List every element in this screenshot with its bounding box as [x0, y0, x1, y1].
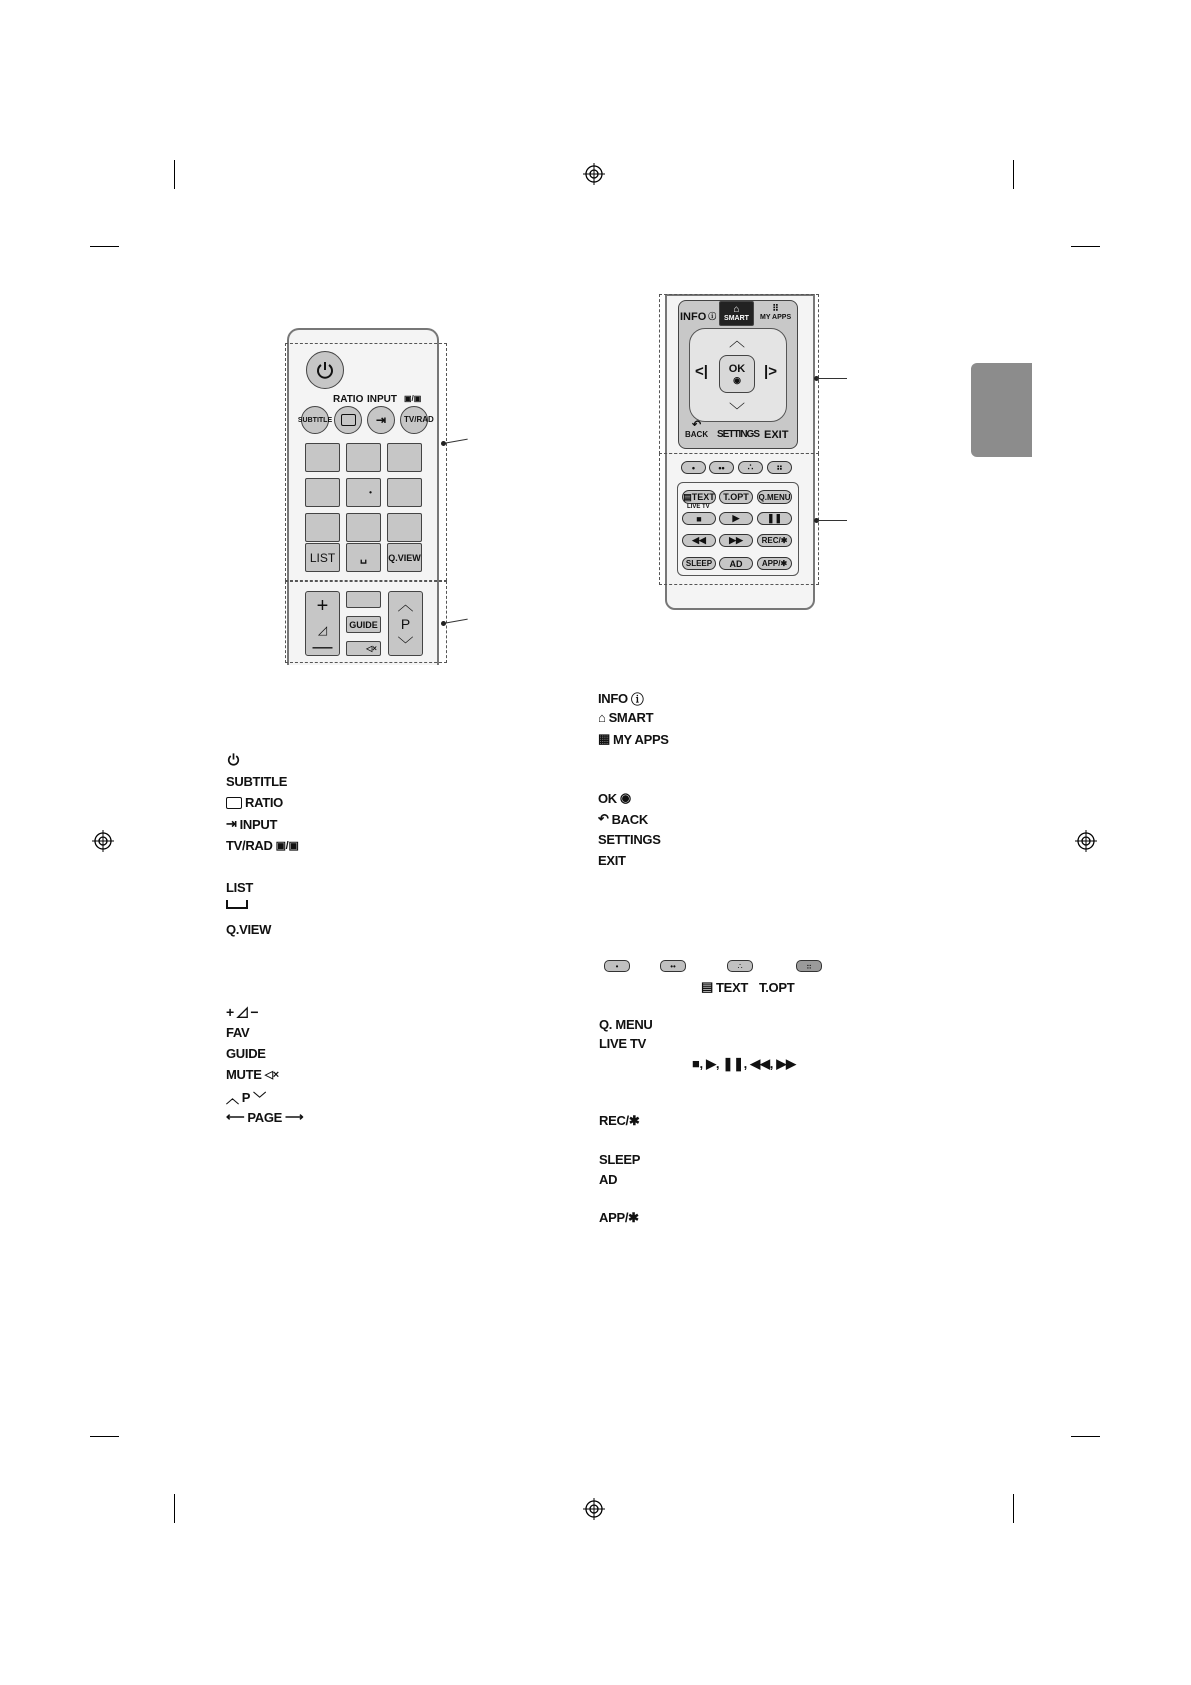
number-button[interactable]	[346, 443, 381, 472]
legend-ratio-label: RATIO	[245, 795, 283, 810]
mute-button[interactable]	[346, 641, 381, 656]
legend-live-tv-label: LIVE TV	[599, 1036, 647, 1051]
text-icon: ▤	[701, 979, 713, 994]
play-icon: ▶	[732, 513, 740, 523]
input-icon: ⇥	[226, 816, 237, 831]
registration-mark-icon	[583, 1498, 605, 1520]
rec-button-label: REC/✱	[761, 536, 788, 545]
legend-fav-label: FAV	[226, 1025, 250, 1040]
qview-button[interactable]	[387, 543, 422, 572]
number-button[interactable]	[346, 513, 381, 542]
dpad-left-icon[interactable]: <|	[695, 363, 708, 380]
guide-button-label: GUIDE	[349, 619, 378, 630]
ok-dot-icon: ◉	[619, 790, 631, 805]
space-button[interactable]	[346, 543, 381, 572]
t-opt-button[interactable]	[719, 490, 753, 504]
my-apps-label	[760, 303, 791, 321]
list-button-label: LIST	[309, 550, 336, 565]
ratio-label: RATIO	[333, 394, 364, 405]
ratio-icon	[226, 797, 242, 809]
legend-my-apps-label: MY APPS	[612, 731, 669, 747]
play-button[interactable]	[719, 512, 753, 525]
q-menu-button-label: Q.MENU	[758, 492, 791, 502]
ad-button[interactable]	[719, 557, 753, 570]
back-icon: ↶	[691, 419, 702, 431]
legend-settings	[598, 832, 661, 847]
dpad-down-icon[interactable]: ﹀	[729, 403, 746, 420]
crop-mark	[1071, 246, 1100, 247]
volume-icon: ◿	[236, 1003, 248, 1019]
input-label: INPUT	[367, 394, 397, 405]
number-button[interactable]	[387, 443, 422, 472]
legend-info-label: INFO	[598, 691, 628, 706]
legend-qview	[226, 922, 271, 937]
mute-icon: ◁×	[264, 1069, 279, 1081]
info-icon: ⓘ	[708, 312, 717, 321]
legend-ad	[599, 1172, 617, 1187]
legend-sleep-label: SLEEP	[599, 1152, 641, 1167]
stop-button[interactable]	[682, 512, 716, 525]
crop-mark	[1013, 1494, 1014, 1523]
legend-page-label: PAGE	[247, 1109, 283, 1125]
crop-mark	[1013, 160, 1014, 189]
tv-radio-icon: ▣/▣	[275, 840, 299, 852]
smart-button[interactable]	[719, 301, 754, 326]
volume-down-icon: −	[250, 1003, 259, 1020]
number-button[interactable]	[305, 478, 340, 507]
registration-mark-icon	[92, 830, 114, 852]
legend-q-menu-label: Q. MENU	[599, 1017, 653, 1032]
legend-playback-label: ■, ▶, ❚❚, ◀◀, ▶▶	[692, 1056, 796, 1071]
back-button-label: BACK	[685, 430, 709, 439]
pause-icon: ❚❚	[766, 513, 783, 523]
legend-t-opt-label: T.OPT	[759, 979, 795, 995]
apps-grid-icon: ⠿	[772, 303, 779, 313]
app-button[interactable]	[757, 557, 792, 570]
text-button-label: TEXT	[691, 492, 715, 502]
live-tv-label: LIVE TV	[687, 504, 710, 510]
qview-button-label: Q.VIEW	[388, 552, 421, 563]
page-right-icon: ⟶	[285, 1109, 304, 1124]
chevron-down-icon: ﹀	[253, 1091, 266, 1106]
registration-mark-icon	[1075, 830, 1097, 852]
pause-button[interactable]	[757, 512, 792, 525]
power-icon	[226, 752, 241, 767]
dpad-up-icon[interactable]: ︿	[729, 333, 746, 350]
volume-icon: ◿	[317, 622, 328, 637]
input-button[interactable]	[367, 406, 395, 434]
home-icon: ⌂	[598, 710, 606, 725]
green-color-button[interactable]: ••	[709, 461, 734, 474]
chevron-up-icon: ︿	[397, 597, 414, 614]
page-left-icon: ⟵	[226, 1109, 245, 1124]
crop-mark	[174, 160, 175, 189]
volume-up-icon: +	[226, 1003, 234, 1020]
fast-forward-icon: ▶▶	[729, 535, 743, 545]
rewind-button[interactable]	[682, 534, 716, 547]
legend-subtitle-label: SUBTITLE	[226, 774, 288, 789]
legend-page	[226, 1109, 303, 1125]
exit-label[interactable]: EXIT	[764, 429, 789, 441]
guide-button[interactable]	[346, 616, 381, 633]
back-label	[685, 421, 708, 439]
legend-back-label: BACK	[611, 811, 648, 827]
number-button[interactable]	[387, 513, 422, 542]
text-button[interactable]	[682, 490, 716, 504]
ok-button[interactable]	[719, 355, 755, 393]
legend-list	[226, 880, 253, 895]
back-icon: ↶	[598, 811, 609, 826]
tv-rad-button-label: TV/RAD	[404, 415, 434, 424]
legend-space	[226, 900, 248, 909]
input-icon: ⇥	[375, 413, 387, 427]
legend-blue-key: ⠶	[796, 960, 822, 972]
ok-button-label: OK	[728, 362, 746, 375]
app-button-label: APP/✱	[761, 559, 788, 568]
legend-volume	[226, 1003, 258, 1020]
legend-yellow-key: ∴	[727, 960, 753, 972]
legend-exit-label: EXIT	[598, 853, 626, 868]
crop-mark	[174, 1494, 175, 1523]
number-button[interactable]	[305, 513, 340, 542]
space-button-label: ␣	[360, 552, 367, 564]
fav-button[interactable]	[346, 591, 381, 608]
legend-sleep	[599, 1152, 640, 1167]
chevron-up-icon: ︿	[226, 1091, 239, 1106]
registration-mark-icon	[583, 163, 605, 185]
volume-up-icon: +	[316, 594, 329, 617]
number-button[interactable]	[305, 443, 340, 472]
legend-program	[226, 1088, 266, 1107]
rec-button[interactable]	[757, 534, 792, 547]
legend-red-key: •	[604, 960, 630, 972]
legend-playback	[692, 1056, 796, 1072]
space-icon	[226, 900, 248, 909]
legend-ratio	[226, 795, 283, 810]
ratio-icon	[341, 414, 356, 426]
legend-tv-rad	[226, 838, 299, 853]
legend-settings-label: SETTINGS	[598, 832, 661, 847]
list-button[interactable]	[305, 543, 340, 572]
my-apps-button-label: MY APPS	[760, 314, 792, 321]
stop-icon: ■	[696, 513, 702, 524]
callout-dot	[441, 441, 446, 446]
legend-green-key: ••	[660, 960, 686, 972]
legend-qview-label: Q.VIEW	[226, 922, 272, 937]
legend-ad-label: AD	[599, 1172, 618, 1187]
program-label: P	[400, 615, 411, 632]
rewind-icon: ◀◀	[692, 535, 706, 545]
volume-rocker[interactable]	[305, 591, 340, 659]
number-button[interactable]	[387, 478, 422, 507]
yellow-color-button[interactable]: ∴	[738, 461, 763, 474]
crop-mark	[90, 246, 119, 247]
volume-down-icon: —	[312, 636, 333, 659]
legend-text-label: TEXT	[715, 979, 749, 995]
fast-forward-button[interactable]	[719, 534, 753, 547]
sleep-button[interactable]	[682, 557, 716, 570]
legend-tv-rad-label: TV/RAD	[226, 838, 273, 853]
chevron-down-icon: ﹀	[397, 637, 414, 654]
tv-rad-top-icon: ▣/▣	[404, 394, 422, 403]
legend-mute-label: MUTE	[226, 1067, 262, 1082]
legend-guide-label: GUIDE	[226, 1046, 266, 1061]
subtitle-button-label: SUBTITLE	[297, 416, 333, 424]
legend-subtitle	[226, 774, 287, 789]
callout-line	[817, 378, 847, 379]
legend-input-label: INPUT	[239, 816, 278, 832]
text-icon: ▤	[683, 491, 692, 502]
legend-info	[598, 689, 644, 708]
info-label	[680, 311, 716, 323]
callout-dot	[441, 621, 446, 626]
legend-guide	[226, 1046, 266, 1061]
dot-label: •	[369, 488, 372, 497]
legend-ok	[598, 790, 631, 806]
legend-app-label: APP/✱	[599, 1210, 639, 1225]
settings-label[interactable]: SETTINGS	[717, 429, 760, 440]
legend-program-label: P	[241, 1090, 251, 1105]
legend-smart	[598, 710, 653, 725]
ok-dot-icon: ◉	[733, 374, 741, 385]
legend-q-menu	[599, 1017, 653, 1032]
smart-button-label: SMART	[724, 315, 749, 322]
red-color-button[interactable]: •	[681, 461, 706, 474]
apps-grid-icon: ▦	[598, 731, 610, 746]
home-icon: ⌂	[733, 304, 740, 315]
legend-back	[598, 811, 648, 827]
legend-rec	[599, 1113, 639, 1129]
ratio-button[interactable]	[334, 406, 362, 434]
legend-power	[226, 752, 241, 767]
power-icon	[314, 359, 336, 381]
legend-fav	[226, 1025, 249, 1040]
legend-input	[226, 816, 277, 832]
program-rocker[interactable]	[388, 591, 423, 656]
ad-button-label: AD	[729, 558, 743, 569]
tv-rad-button[interactable]	[400, 406, 434, 434]
subtitle-button[interactable]	[297, 406, 333, 434]
power-button[interactable]	[306, 351, 344, 389]
mute-icon: ◁×	[366, 644, 377, 653]
q-menu-button[interactable]	[757, 490, 792, 504]
info-button-label: INFO	[680, 311, 707, 323]
crop-mark	[1071, 1436, 1100, 1437]
info-icon: ⓘ	[630, 692, 644, 707]
dpad-right-icon[interactable]: |>	[764, 363, 777, 380]
sleep-button-label: SLEEP	[685, 559, 713, 568]
legend-list-label: LIST	[226, 880, 253, 895]
blue-color-button[interactable]: ⠶	[767, 461, 792, 474]
legend-app	[599, 1210, 639, 1226]
callout-line	[817, 520, 847, 521]
crop-mark	[90, 1436, 119, 1437]
legend-ok-label: OK	[598, 790, 617, 806]
legend-my-apps	[598, 731, 669, 747]
legend-smart-label: SMART	[608, 710, 654, 725]
legend-exit	[598, 853, 626, 868]
number-button[interactable]	[346, 478, 381, 507]
legend-text-topt	[701, 979, 794, 995]
legend-live-tv	[599, 1036, 646, 1051]
legend-rec-label: REC/✱	[599, 1113, 640, 1128]
legend-mute	[226, 1067, 279, 1082]
language-side-tab	[971, 363, 1032, 457]
t-opt-button-label: T.OPT	[723, 492, 749, 502]
